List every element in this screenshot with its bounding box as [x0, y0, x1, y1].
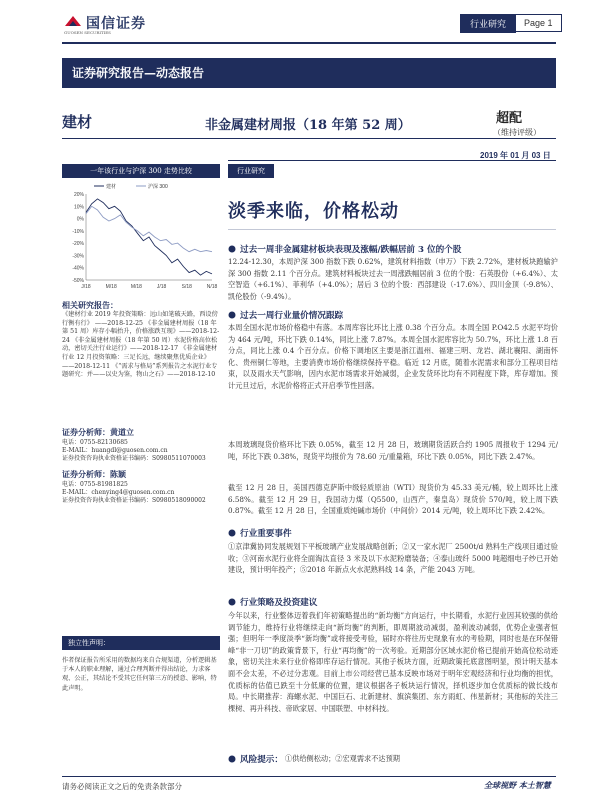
report-category: 行业研究 [460, 14, 516, 33]
bullet-icon [228, 755, 236, 763]
y-tick-label: -50% [72, 278, 84, 284]
report-title: 非金属建材周报（18 年第 52 周） [205, 118, 411, 133]
x-tick-label: N/18 [206, 284, 218, 290]
series-line-1 [86, 206, 212, 251]
analyst-phone: 电话：0755-81981825 [62, 481, 128, 488]
industry-vs-index-chart [62, 180, 220, 295]
section-paragraph: 今年以来，行业整体迈着我们年初策略提出的“新均衡”方向运行，中长期看，水泥行业因其较强的供给调节能力，维持行业将继续走向“新均衡”的判断，即周期波动减弱，盈利波动减弱，优势企业强者恒强；但明年一季度淡季“新均衡”或将接受考验，届时亦将往历史现象有水的考验期，同时也是在环保错峰“非一刀切”的政策背景下，行业“再均衡”的一次考验。近期部分区域水泥价格已提前开始高位松动迹象，密切关注未来行业价格即库存运行情况。其他子板块方面，近期政策托底意图明显，预计明天基本面不会太差，不必过分悲观。目前上市公司经营已基本反映市场对于明年宏观经济和行业均衡的担忧，优质标的估值已跌至十分低廉的位置，建议根据各子板块运行情况，择机逐步加仓优质标的做长线布局。中长期推荐：海螺水泥、中国巨石、北新建材、旗滨集团、东方雨虹、伟星新材；其他标的关注三棵树、再升科技、帝欧家居、中国联塑、中材科技。 [228, 611, 558, 713]
analyst-role: 证券分析师： [62, 427, 110, 437]
header-rule [62, 42, 556, 44]
report-date: 2019 年 01 月 03 日 [480, 151, 551, 160]
disclaimer-text: 作者保证报告所采用的数据均来自合规渠道，分析逻辑基于本人的职业理解，通过合理判断并得出结论，力求客观、公正，其结论不受其它任何第三方的授意、影响，特此声明。 [62, 657, 217, 692]
title-rule [62, 138, 556, 139]
rating-label: 超配 [496, 111, 523, 126]
x-tick-label: M/18 [105, 284, 117, 290]
footer-slogan: 全球视野 本土智慧 [484, 780, 551, 790]
disclaimer-heading: 独立性声明： [62, 636, 220, 650]
y-tick-label: -40% [72, 265, 84, 272]
analyst-role: 证券分析师： [62, 469, 110, 479]
y-tick-label: 10% [73, 204, 84, 211]
weekly-tag: 行业研究 [228, 164, 274, 178]
x-tick-label: S/18 [181, 284, 192, 290]
date-rule [228, 160, 556, 161]
related-reports-heading: 相关研究报告： [62, 300, 118, 310]
analyst-cert: 证券投资咨询执业资格证书编码：S0980511070003 [62, 455, 206, 462]
section-title: 行业策略及投资建议 [240, 598, 318, 608]
y-tick-label: -20% [72, 241, 84, 248]
risk-text: ①供给侧松动；②宏观需求不达预期 [284, 754, 400, 763]
y-tick-label: 0% [76, 216, 84, 223]
section-title: 行业重要事件 [240, 529, 292, 539]
headline-rule [228, 229, 556, 230]
analyst-name: 黄道立 [110, 427, 134, 437]
section-paragraph: ①京津冀协同发展规划下平板玻璃产业发展战略创新；②又一家水泥厂 2500t/d 熟料生产线项目通过验收；③河南水泥行业将全面淘汰直径 3 米及以下水泥粉磨装备；④泰山玻纤 5000 吨超细电子纱已开始建设，预计明年投产；⑤2018 年新点火水泥熟料线 14 条，产能 2043 万吨。 [228, 542, 558, 575]
risk-heading [228, 753, 558, 765]
analyst-name: 陈颖 [110, 469, 126, 479]
legend-label: 建材 [106, 184, 117, 190]
bullet-icon [228, 598, 236, 606]
related-reports-list: 《建材行业 2019 年投资策略：远山如笔破天路，西设傍行衡有行》 ——2018-12-25 《非金属建材周报（18 年第 51 周）库存小幅抬升，价格涨跌互现》——2018-12-24 《非金属建材周报（18 年第 50 周）水泥价格高位松动，密切关注行业运行》——2018-12-17 《非金属建材行业 12 月投资策略：三足长远，继续聚焦优质企业》——2018-12-11 《“需求与格局”系列报告之水泥行业专题研究：并——以史为鉴，物山之石》——2018-12-10 [62, 311, 220, 379]
series-line-0 [86, 199, 212, 275]
legend-label: 沪深 300 [148, 184, 168, 190]
section-heading [228, 596, 558, 608]
report-banner: 证券研究报告—动态报告 [62, 58, 556, 88]
section-heading [228, 527, 558, 539]
y-tick-label: 20% [73, 192, 84, 198]
header-box [460, 13, 562, 33]
analyst-block-1 [62, 420, 220, 463]
section-paragraph: 12.24-12.30，本周沪深 300 指数下跌 0.62%，建筑材料指数（申万）下跌 2.72%，建材板块跑输沪深 300 指数 2.11 个百分点。建筑材料板块过去一周涨跌幅居前 3 位的个股：石英股份（+6.4%）、太空智造（+6.1%）、菲利华（+4.0%）；居后 3 位的个股：西部建设（-17.6%）、四川金顶（-9.8%）、凯伦股份（-9.4%）。 [228, 257, 558, 301]
bullet-icon [228, 529, 236, 537]
x-tick-label: M/18 [130, 284, 142, 290]
section-paragraph: 截至 12 月 28 日，美国西德克萨斯中级轻质原油（WTI）现货价为 45.33 美元/桶，较上周环比上涨 6.58%。截至 12 月 29 日，我国动力煤（Q5500，山西产，秦皇岛）现货价 570/吨，较上周下跌 0.87%。截至 12 月 28 日，全国重质纯碱市场价（中间价）2014 元/吨，较上周环比下跌 2.42%。 [228, 483, 558, 516]
analyst-email[interactable]: E-MAIL：huangdl@guosen.com.cn [62, 447, 168, 454]
company-name: 国信证券 [86, 16, 146, 32]
y-tick-label: -30% [72, 253, 84, 260]
section-title: 过去一周行业量价情况跟踪 [240, 311, 344, 321]
bullet-icon [228, 311, 236, 319]
sector-name: 建材 [62, 113, 93, 131]
rating-sub: （维持评级） [493, 128, 541, 137]
x-tick-label: J/18 [81, 284, 91, 290]
chart-tag: 一年该行业与沪深 300 走势比较 [62, 164, 220, 178]
headline: 淡季来临，价格松动 [228, 201, 399, 222]
section-title: 风险提示： [240, 755, 283, 765]
section-heading [228, 243, 558, 255]
page-number: Page 1 [516, 14, 562, 32]
bullet-icon [228, 245, 236, 253]
analyst-cert: 证券投资咨询执业资格证书编码：S0980518090002 [62, 497, 206, 504]
company-subname: GUOSEN SECURITIES [64, 30, 111, 35]
section-heading [228, 309, 558, 321]
x-tick-label: J/18 [156, 284, 167, 290]
analyst-phone: 电话：0755-82130685 [62, 439, 128, 446]
footer-rule [62, 776, 556, 777]
y-tick-label: -10% [72, 228, 84, 235]
analyst-email[interactable]: E-MAIL：chenying4@guosen.com.cn [62, 489, 175, 496]
guosen-logo-icon [63, 14, 83, 28]
section-title: 过去一周非金属建材板块表现及涨幅/跌幅居前 3 位的个股 [240, 245, 462, 255]
section-paragraph: 本周玻璃现货价格环比下跌 0.05%，截至 12 月 28 日，玻璃期货活跃合约 1905 周报收于 1294 元/吨，环比下跌 0.38%，现货平均报价为 78.60 元/重量箱，环比下跌 0.05%，同比下跌 2.47%。 [228, 440, 558, 461]
footer-disclaimer-link[interactable]: 请务必阅读正文之后的免责条款部分 [62, 782, 182, 791]
section-paragraph: 本周全国水泥市场价格稳中有落。本周库容比环比上涨 0.38 个百分点。本周全国 P.O42.5 水泥平均价为 464 元/吨，环比下跌 0.14%，同比上涨 7.87%。本周全国水泥库容比为 50.7%，环比上涨 1.8 百分点，同比上涨 0.4 个百分点。价格下调地区主要是浙江温州、福建三明、龙岩、湖北襄阳、湖南怀化、贵州铜仁等地，主要消费市场价格继续保持平稳。临近 12 月底，随着水泥需求和部分工程项目结束，以及雨水天气影响，因内水泥市场需求开始减弱，企业发货环比均有不同程度下降，库存增加。预计元旦过后，水泥价格将正式开启季节性回落。 [228, 323, 558, 390]
analyst-block-2 [62, 462, 220, 505]
